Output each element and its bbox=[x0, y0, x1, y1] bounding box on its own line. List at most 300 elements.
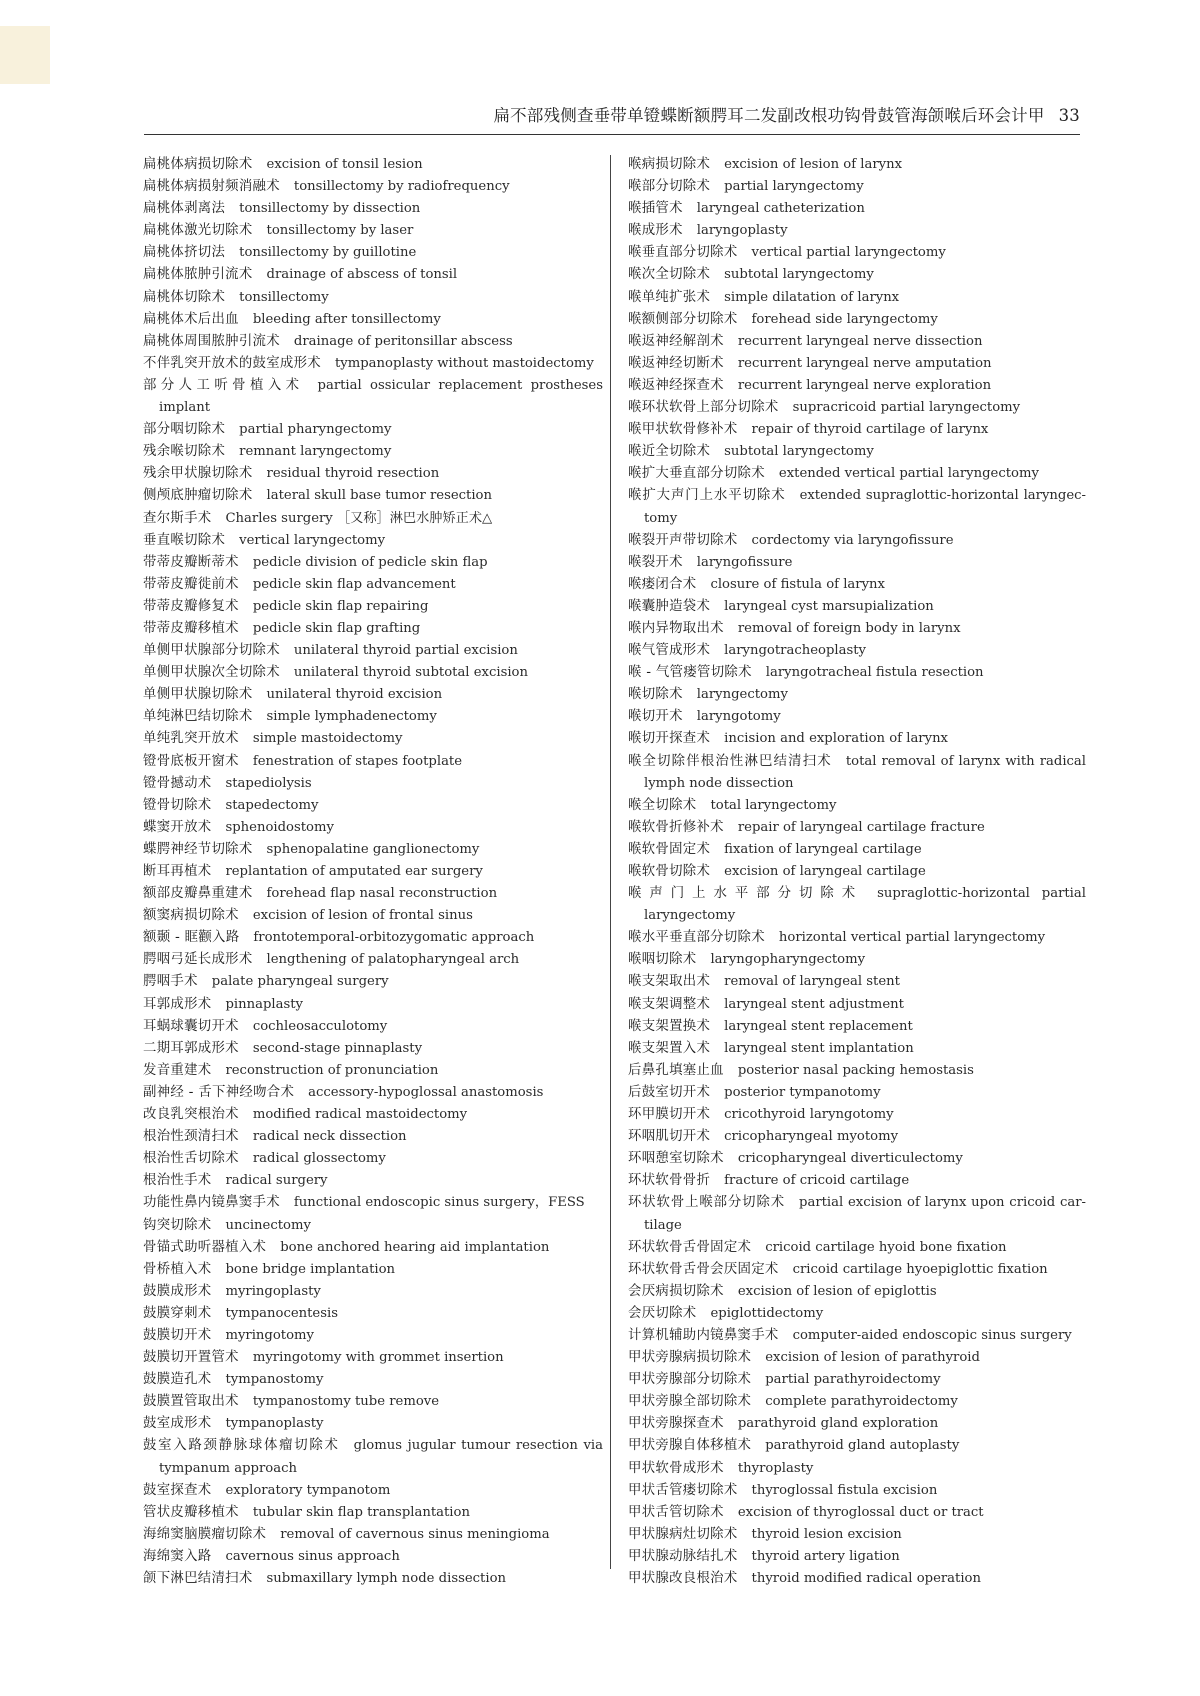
entry-term-zh: 喉切开探查术 bbox=[628, 731, 711, 747]
glossary-entry bbox=[628, 353, 1086, 375]
entry-term-en: simple dilatation of larynx bbox=[724, 289, 900, 305]
entry-term-en: posterior tympanotomy bbox=[724, 1084, 881, 1100]
entry-term-zh: 带蒂皮瓣移植术 bbox=[143, 620, 239, 636]
entry-term-zh: 喉内异物取出术 bbox=[628, 620, 724, 636]
glossary-entry bbox=[143, 1215, 603, 1237]
glossary-entry bbox=[143, 176, 603, 198]
entry-term-zh: 甲状舌管切除术 bbox=[628, 1504, 724, 1520]
glossary-entry bbox=[628, 1413, 1086, 1435]
entry-term-zh: 耳蜗球囊切开术 bbox=[143, 1018, 239, 1034]
entry-term-zh: 发音重建术 bbox=[143, 1062, 212, 1078]
glossary-entry bbox=[628, 883, 1086, 927]
glossary-entry bbox=[628, 264, 1086, 286]
entry-term-en: laryngeal stent replacement bbox=[724, 1018, 913, 1034]
entry-term-zh: 扁桃体挤切法 bbox=[143, 245, 226, 261]
entry-term-zh: 单纯乳突开放术 bbox=[143, 731, 239, 747]
entry-term-zh: 喉近全切除术 bbox=[628, 444, 711, 460]
glossary-entry bbox=[143, 949, 603, 971]
entry-term-en: partial parathyroidectomy bbox=[765, 1372, 941, 1388]
glossary-entry bbox=[628, 441, 1086, 463]
glossary-entry bbox=[628, 1259, 1086, 1281]
entry-term-zh: 钩突切除术 bbox=[143, 1217, 212, 1233]
entry-term-zh: 残余甲状腺切除术 bbox=[143, 466, 253, 482]
entry-term-zh: 额窦病损切除术 bbox=[143, 908, 239, 924]
entry-term-zh: 扁桃体脓肿引流术 bbox=[143, 267, 253, 283]
entry-term-zh: 镫骨撼动术 bbox=[143, 775, 212, 791]
entry-term-zh: 喉软骨折修补术 bbox=[628, 819, 724, 835]
entry-term-zh: 环状软骨上喉部分切除术 bbox=[628, 1195, 786, 1211]
glossary-entry bbox=[628, 1325, 1086, 1347]
entry-term-zh: 部分咽切除术 bbox=[143, 422, 226, 438]
entry-term-en: uncinectomy bbox=[225, 1217, 311, 1233]
entry-term-zh: 喉声门上水平部分切除术 bbox=[628, 886, 864, 902]
glossary-entry bbox=[143, 1347, 603, 1369]
glossary-entry bbox=[143, 1303, 603, 1325]
glossary-entry bbox=[628, 1391, 1086, 1413]
entry-term-zh: 腭咽手术 bbox=[143, 974, 198, 990]
entry-term-zh: 喉返神经解剖术 bbox=[628, 333, 724, 349]
entry-term-zh: 鼓膜切开置管术 bbox=[143, 1350, 239, 1366]
entry-term-zh: 喉咽切除术 bbox=[628, 952, 697, 968]
entry-term-en: recurrent laryngeal nerve amputation bbox=[737, 355, 992, 371]
entry-term-zh: 根治性手术 bbox=[143, 1173, 212, 1189]
entry-term-en: laryngeal cyst marsupialization bbox=[724, 598, 934, 614]
entry-term-en: exploratory tympanotom bbox=[225, 1482, 391, 1498]
glossary-entry bbox=[143, 441, 603, 463]
glossary-entry bbox=[628, 662, 1086, 684]
entry-term-en: removal of laryngeal stent bbox=[724, 974, 900, 990]
entry-term-en: fixation of laryngeal cartilage bbox=[724, 841, 922, 857]
entry-term-zh: 带蒂皮瓣徙前术 bbox=[143, 576, 239, 592]
entry-term-zh: 喉支架置换术 bbox=[628, 1018, 711, 1034]
glossary-entry bbox=[628, 419, 1086, 441]
entry-term-en: bone anchored hearing aid implantation bbox=[280, 1239, 550, 1255]
entry-term-en: excision of lesion of parathyroid bbox=[765, 1350, 980, 1366]
glossary-entry bbox=[143, 1016, 603, 1038]
entry-term-en: simple mastoidectomy bbox=[252, 731, 403, 747]
entry-term-en: vertical laryngectomy bbox=[239, 532, 386, 548]
glossary-entry bbox=[628, 397, 1086, 419]
entry-term-en: lateral skull base tumor resection bbox=[266, 488, 492, 504]
entry-term-en: laryngopharyngectomy bbox=[710, 952, 866, 968]
entry-term-en: excision of tonsil lesion bbox=[266, 157, 423, 172]
entry-term-zh: 鼓膜造孔术 bbox=[143, 1372, 212, 1388]
glossary-entry bbox=[628, 176, 1086, 198]
left-column bbox=[143, 154, 603, 1590]
entry-term-en: cochleosacculotomy bbox=[252, 1018, 388, 1034]
entry-term-en: extended vertical partial laryngectomy bbox=[778, 466, 1039, 482]
glossary-entry bbox=[143, 574, 603, 596]
entry-term-en: pedicle skin flap advancement bbox=[252, 576, 456, 592]
entry-term-en: Charles surgery ［又称］淋巴水肿矫正术△ bbox=[225, 510, 493, 526]
entry-term-zh: 甲状腺动脉结扎术 bbox=[628, 1548, 738, 1564]
entry-term-en: laryngeal stent adjustment bbox=[724, 996, 904, 1012]
entry-term-zh: 骨桥植入术 bbox=[143, 1261, 212, 1277]
entry-term-en: thyroid modified radical operation bbox=[751, 1571, 981, 1586]
glossary-entry bbox=[628, 154, 1086, 176]
entry-term-en: radical glossectomy bbox=[252, 1151, 386, 1167]
entry-term-zh: 计算机辅助内镜鼻窦手术 bbox=[628, 1327, 779, 1343]
glossary-entry bbox=[143, 1502, 603, 1524]
entry-term-zh: 额颞 - 眶颧入路 bbox=[143, 930, 240, 946]
glossary-entry bbox=[143, 552, 603, 574]
entry-term-zh: 根治性颈清扫术 bbox=[143, 1129, 239, 1145]
entry-term-zh: 环状软骨骨折 bbox=[628, 1173, 711, 1189]
glossary-entry bbox=[628, 1524, 1086, 1546]
header-rule bbox=[144, 134, 1080, 135]
entry-term-zh: 断耳再植术 bbox=[143, 864, 212, 879]
glossary-entry bbox=[143, 154, 603, 176]
entry-term-zh: 喉水平垂直部分切除术 bbox=[628, 930, 765, 946]
entry-term-en: pedicle skin flap grafting bbox=[252, 620, 421, 636]
entry-term-zh: 镫骨切除术 bbox=[143, 797, 212, 813]
glossary-entry bbox=[628, 1016, 1086, 1038]
entry-term-en: partial excision of larynx upon cricoid car-tilage bbox=[644, 1195, 1086, 1233]
glossary-entry bbox=[628, 220, 1086, 242]
entry-term-zh: 喉成形术 bbox=[628, 223, 683, 239]
entry-term-zh: 鼓室探查术 bbox=[143, 1482, 212, 1498]
entry-term-zh: 喉额侧部分切除术 bbox=[628, 311, 738, 327]
entry-term-en: repair of laryngeal cartilage fracture bbox=[737, 819, 985, 835]
glossary-entry bbox=[143, 1104, 603, 1126]
corner-mark bbox=[0, 26, 50, 84]
entry-term-zh: 带蒂皮瓣断蒂术 bbox=[143, 554, 239, 570]
entry-term-en: forehead flap nasal reconstruction bbox=[266, 886, 498, 902]
entry-term-zh: 喉切开术 bbox=[628, 709, 683, 725]
glossary-entry bbox=[143, 839, 603, 861]
entry-term-en: unilateral thyroid partial excision bbox=[293, 643, 518, 659]
glossary-entry bbox=[628, 618, 1086, 640]
entry-term-zh: 单侧甲状腺部分切除术 bbox=[143, 643, 280, 659]
glossary-entry bbox=[143, 1060, 603, 1082]
glossary-entry bbox=[143, 419, 603, 441]
entry-term-zh: 带蒂皮瓣修复术 bbox=[143, 598, 239, 614]
entry-term-zh: 喉单纯扩张术 bbox=[628, 289, 711, 305]
entry-term-en: vertical partial laryngectomy bbox=[751, 245, 946, 261]
glossary-entry bbox=[143, 817, 603, 839]
entry-term-zh: 颌下淋巴结清扫术 bbox=[143, 1571, 253, 1586]
glossary-entry bbox=[143, 1413, 603, 1435]
glossary-entry bbox=[628, 971, 1086, 993]
glossary-entry bbox=[143, 861, 603, 883]
entry-term-en: sphenopalatine ganglionectomy bbox=[266, 841, 480, 857]
glossary-entry bbox=[143, 198, 603, 220]
glossary-entry bbox=[628, 198, 1086, 220]
entry-term-en: removal of cavernous sinus meningioma bbox=[280, 1526, 550, 1542]
glossary-entry bbox=[628, 1568, 1086, 1590]
entry-term-en: second-stage pinnaplasty bbox=[252, 1040, 423, 1056]
entry-term-zh: 额部皮瓣鼻重建术 bbox=[143, 886, 253, 902]
entry-term-en: cricothyroid laryngotomy bbox=[724, 1107, 894, 1123]
entry-term-en: bone bridge implantation bbox=[225, 1261, 396, 1277]
entry-term-zh: 管状皮瓣移植术 bbox=[143, 1504, 239, 1520]
entry-term-en: partial pharyngectomy bbox=[239, 422, 392, 438]
entry-term-en: removal of foreign body in larynx bbox=[737, 620, 961, 636]
entry-term-en: horizontal vertical partial laryngectomy bbox=[778, 930, 1046, 946]
glossary-entry bbox=[143, 994, 603, 1016]
glossary-entry bbox=[628, 861, 1086, 883]
entry-term-en: remnant laryngectomy bbox=[239, 444, 392, 460]
glossary-entry bbox=[143, 773, 603, 795]
entry-term-zh: 不伴乳突开放术的鼓室成形术 bbox=[143, 355, 321, 371]
glossary-entry bbox=[628, 706, 1086, 728]
entry-term-en: subtotal laryngectomy bbox=[724, 444, 874, 460]
entry-term-zh: 改良乳突根治术 bbox=[143, 1107, 239, 1123]
entry-term-en: thyroglossal fistula excision bbox=[751, 1482, 938, 1498]
entry-term-en: partial ossicular replacement prostheses implant bbox=[159, 377, 603, 416]
entry-term-zh: 垂直喉切除术 bbox=[143, 532, 226, 548]
entry-term-zh: 二期耳郭成形术 bbox=[143, 1040, 239, 1056]
entry-term-zh: 喉扩大声门上水平切除术 bbox=[628, 488, 786, 504]
entry-term-en: unilateral thyroid subtotal excision bbox=[293, 665, 528, 681]
entry-term-zh: 甲状旁腺自体移植术 bbox=[628, 1438, 752, 1454]
entry-term-zh: 鼓膜穿刺术 bbox=[143, 1305, 212, 1321]
entry-term-en: cricopharyngeal myotomy bbox=[724, 1129, 899, 1145]
entry-term-en: modified radical mastoidectomy bbox=[252, 1107, 468, 1123]
glossary-entry bbox=[143, 1568, 603, 1590]
glossary-entry bbox=[143, 618, 603, 640]
glossary-entry bbox=[143, 375, 603, 419]
entry-term-zh: 喉全切除伴根治性淋巴结清扫术 bbox=[628, 753, 832, 769]
glossary-entry bbox=[628, 463, 1086, 485]
glossary-entry bbox=[628, 1502, 1086, 1524]
glossary-entry bbox=[628, 574, 1086, 596]
entry-term-en: myringoplasty bbox=[225, 1283, 321, 1299]
glossary-entry bbox=[143, 662, 603, 684]
glossary-entry bbox=[628, 1038, 1086, 1060]
entry-term-zh: 残余喉切除术 bbox=[143, 444, 226, 460]
glossary-entry bbox=[143, 640, 603, 662]
entry-term-zh: 甲状舌管瘘切除术 bbox=[628, 1482, 738, 1498]
entry-term-en: parathyroid gland exploration bbox=[737, 1416, 939, 1432]
entry-term-en: stapedectomy bbox=[225, 797, 319, 813]
entry-term-en: excision of lesion of frontal sinus bbox=[252, 908, 473, 924]
entry-term-zh: 扁桃体病损射频消融术 bbox=[143, 179, 280, 195]
entry-term-en: laryngotomy bbox=[696, 709, 781, 725]
entry-term-zh: 会厌病损切除术 bbox=[628, 1283, 724, 1299]
entry-term-en: thyroid artery ligation bbox=[751, 1548, 900, 1564]
entry-term-en: laryngofissure bbox=[696, 554, 793, 570]
header-title: 扁不部残侧查垂带单镫蝶断额腭耳二发副改根功钩骨鼓管海颌喉后环会计甲 bbox=[493, 106, 1045, 125]
entry-term-en: complete parathyroidectomy bbox=[765, 1394, 958, 1410]
entry-term-en: reconstruction of pronunciation bbox=[225, 1062, 439, 1078]
glossary-entry bbox=[628, 1192, 1086, 1236]
entry-term-en: tonsillectomy by dissection bbox=[239, 201, 421, 217]
entry-term-en: pinnaplasty bbox=[225, 996, 304, 1012]
glossary-entry bbox=[143, 1148, 603, 1170]
entry-term-zh: 根治性舌切除术 bbox=[143, 1151, 239, 1167]
glossary-entry bbox=[628, 728, 1086, 750]
entry-term-en: epiglottidectomy bbox=[710, 1305, 824, 1321]
glossary-entry bbox=[628, 795, 1086, 817]
entry-term-zh: 环咽憩室切除术 bbox=[628, 1151, 724, 1167]
entry-term-zh: 喉环状软骨上部分切除术 bbox=[628, 400, 779, 416]
glossary-entry bbox=[143, 1480, 603, 1502]
entry-term-zh: 单侧甲状腺次全切除术 bbox=[143, 665, 280, 681]
entry-term-en: supraglottic-horizontal partial laryngectomy bbox=[644, 886, 1086, 924]
entry-term-zh: 蝶窦开放术 bbox=[143, 819, 212, 835]
entry-term-zh: 会厌切除术 bbox=[628, 1305, 697, 1321]
entry-term-zh: 扁桃体剥离法 bbox=[143, 201, 226, 217]
entry-term-en: parathyroid gland autoplasty bbox=[765, 1438, 960, 1454]
glossary-entry bbox=[628, 1435, 1086, 1457]
entry-term-zh: 蝶腭神经节切除术 bbox=[143, 841, 253, 857]
entry-term-en: radical surgery bbox=[225, 1173, 328, 1189]
glossary-entry bbox=[143, 751, 603, 773]
entry-term-en: stapediolysis bbox=[225, 775, 312, 791]
entry-term-en: tonsillectomy by laser bbox=[266, 223, 414, 239]
entry-term-en: tonsillectomy by radiofrequency bbox=[293, 179, 510, 195]
entry-term-zh: 环状软骨舌骨固定术 bbox=[628, 1239, 752, 1255]
glossary-entry bbox=[143, 1325, 603, 1347]
entry-term-en: laryngectomy bbox=[696, 687, 788, 703]
entry-term-en: drainage of abscess of tonsil bbox=[266, 267, 458, 283]
entry-term-en: accessory-hypoglossal anastomosis bbox=[308, 1084, 544, 1100]
page-number: 33 bbox=[1058, 106, 1080, 125]
glossary-entry bbox=[143, 1546, 603, 1568]
glossary-entry bbox=[628, 242, 1086, 264]
entry-term-en: tympanocentesis bbox=[225, 1305, 338, 1321]
entry-term-en: cavernous sinus approach bbox=[225, 1548, 400, 1564]
glossary-entry bbox=[143, 1281, 603, 1303]
glossary-entry bbox=[628, 1237, 1086, 1259]
entry-term-zh: 喉软骨切除术 bbox=[628, 864, 711, 879]
glossary-entry bbox=[143, 1435, 603, 1479]
glossary-entry bbox=[143, 1391, 603, 1413]
entry-term-en: laryngeal stent implantation bbox=[724, 1040, 914, 1056]
entry-term-zh: 环咽肌切开术 bbox=[628, 1129, 711, 1145]
glossary-entry bbox=[143, 1259, 603, 1281]
entry-term-zh: 扁桃体病损切除术 bbox=[143, 157, 253, 172]
entry-term-zh: 扁桃体激光切除术 bbox=[143, 223, 253, 239]
entry-term-en: supracricoid partial laryngectomy bbox=[792, 400, 1021, 416]
entry-term-en: sphenoidostomy bbox=[225, 819, 334, 835]
glossary-entry bbox=[143, 706, 603, 728]
entry-term-en: extended supraglottic-horizontal laryngec-tomy bbox=[644, 488, 1086, 526]
glossary-entry bbox=[628, 1281, 1086, 1303]
entry-term-zh: 扁桃体切除术 bbox=[143, 289, 226, 305]
entry-term-en: closure of fistula of larynx bbox=[710, 576, 885, 592]
entry-term-en: thyroid lesion excision bbox=[751, 1526, 902, 1542]
entry-term-zh: 环甲膜切开术 bbox=[628, 1107, 711, 1123]
entry-term-en: recurrent laryngeal nerve dissection bbox=[737, 333, 983, 349]
entry-term-zh: 甲状腺病灶切除术 bbox=[628, 1526, 738, 1542]
glossary-entry bbox=[628, 1060, 1086, 1082]
glossary-entry bbox=[143, 463, 603, 485]
glossary-entry bbox=[628, 817, 1086, 839]
glossary-entry bbox=[143, 927, 603, 949]
entry-term-en: fenestration of stapes footplate bbox=[252, 753, 463, 769]
glossary-entry bbox=[628, 949, 1086, 971]
entry-term-en: glomus jugular tumour resection via tympanum approach bbox=[159, 1438, 603, 1476]
entry-term-zh: 喉次全切除术 bbox=[628, 267, 711, 283]
entry-term-zh: 喉支架调整术 bbox=[628, 996, 711, 1012]
entry-term-en: excision of lesion of larynx bbox=[724, 157, 903, 172]
entry-term-zh: 甲状腺改良根治术 bbox=[628, 1571, 738, 1586]
entry-term-zh: 喉支架置入术 bbox=[628, 1040, 711, 1056]
glossary-entry bbox=[628, 751, 1086, 795]
entry-term-zh: 鼓膜置管取出术 bbox=[143, 1394, 239, 1410]
entry-term-en: tympanoplasty without mastoidectomy bbox=[334, 355, 594, 371]
glossary-entry bbox=[143, 1170, 603, 1192]
glossary-entry bbox=[143, 530, 603, 552]
entry-term-en: laryngotracheal fistula resection bbox=[765, 665, 984, 681]
entry-term-en: recurrent laryngeal nerve exploration bbox=[737, 377, 992, 393]
entry-term-zh: 甲状旁腺病损切除术 bbox=[628, 1350, 752, 1366]
glossary-entry bbox=[628, 1303, 1086, 1325]
entry-term-zh: 侧颅底肿瘤切除术 bbox=[143, 488, 253, 504]
glossary-entry bbox=[143, 971, 603, 993]
entry-term-zh: 海绵窦入路 bbox=[143, 1548, 212, 1564]
glossary-entry bbox=[143, 728, 603, 750]
entry-term-en: total laryngectomy bbox=[710, 797, 837, 813]
glossary-entry bbox=[143, 883, 603, 905]
entry-term-zh: 喉切除术 bbox=[628, 687, 683, 703]
glossary-entry bbox=[143, 1237, 603, 1259]
glossary-entry bbox=[628, 684, 1086, 706]
entry-term-zh: 喉气管成形术 bbox=[628, 643, 711, 659]
entry-term-en: repair of thyroid cartilage of larynx bbox=[751, 422, 989, 438]
entry-term-zh: 喉裂开术 bbox=[628, 554, 683, 570]
entry-term-zh: 喉部分切除术 bbox=[628, 179, 711, 195]
entry-term-en: lengthening of palatopharyngeal arch bbox=[266, 952, 520, 968]
glossary-entry bbox=[143, 1369, 603, 1391]
glossary-entry bbox=[628, 994, 1086, 1016]
entry-term-en: unilateral thyroid excision bbox=[266, 687, 443, 703]
entry-term-zh: 喉返神经探查术 bbox=[628, 377, 724, 393]
glossary-entry bbox=[628, 1480, 1086, 1502]
entry-term-zh: 喉软骨固定术 bbox=[628, 841, 711, 857]
glossary-entry bbox=[628, 375, 1086, 397]
glossary-entry bbox=[628, 839, 1086, 861]
entry-term-zh: 海绵窦脑膜瘤切除术 bbox=[143, 1526, 267, 1542]
glossary-entry bbox=[628, 1148, 1086, 1170]
glossary-entry bbox=[628, 1170, 1086, 1192]
entry-term-en: tympanoplasty bbox=[225, 1416, 324, 1432]
entry-term-zh: 后鼓室切开术 bbox=[628, 1084, 711, 1100]
glossary-entry bbox=[628, 1458, 1086, 1480]
glossary-entry bbox=[628, 1126, 1086, 1148]
entry-term-en: excision of laryngeal cartilage bbox=[724, 864, 926, 879]
glossary-entry bbox=[628, 1347, 1086, 1369]
entry-term-zh: 喉病损切除术 bbox=[628, 157, 711, 172]
column-divider bbox=[610, 155, 611, 1569]
entry-term-zh: 查尔斯手术 bbox=[143, 510, 212, 526]
entry-term-zh: 喉裂开声带切除术 bbox=[628, 532, 738, 548]
entry-term-en: tympanostomy bbox=[225, 1372, 324, 1388]
entry-term-en: myringotomy bbox=[225, 1327, 314, 1343]
glossary-entry bbox=[143, 331, 603, 353]
entry-term-zh: 喉垂直部分切除术 bbox=[628, 245, 738, 261]
entry-term-en: cricoid cartilage hyoid bone fixation bbox=[765, 1239, 1007, 1255]
entry-term-en: forehead side laryngectomy bbox=[751, 311, 938, 327]
entry-term-zh: 喉甲状软骨修补术 bbox=[628, 422, 738, 438]
glossary-entry bbox=[628, 927, 1086, 949]
entry-term-zh: 单侧甲状腺切除术 bbox=[143, 687, 253, 703]
entry-term-zh: 喉全切除术 bbox=[628, 797, 697, 813]
entry-term-zh: 后鼻孔填塞止血 bbox=[628, 1062, 724, 1078]
glossary-entry bbox=[628, 309, 1086, 331]
entry-term-en: excision of thyroglossal duct or tract bbox=[737, 1504, 984, 1520]
entry-term-en: submaxillary lymph node dissection bbox=[266, 1571, 507, 1586]
entry-term-zh: 镫骨底板开窗术 bbox=[143, 753, 239, 769]
entry-term-en: posterior nasal packing hemostasis bbox=[737, 1062, 974, 1078]
glossary-entry bbox=[143, 1126, 603, 1148]
entry-term-en: tonsillectomy bbox=[239, 289, 329, 305]
entry-term-en: thyroplasty bbox=[737, 1460, 814, 1476]
entry-term-en: radical neck dissection bbox=[252, 1129, 407, 1145]
entry-term-zh: 骨锚式助听器植入术 bbox=[143, 1239, 267, 1255]
